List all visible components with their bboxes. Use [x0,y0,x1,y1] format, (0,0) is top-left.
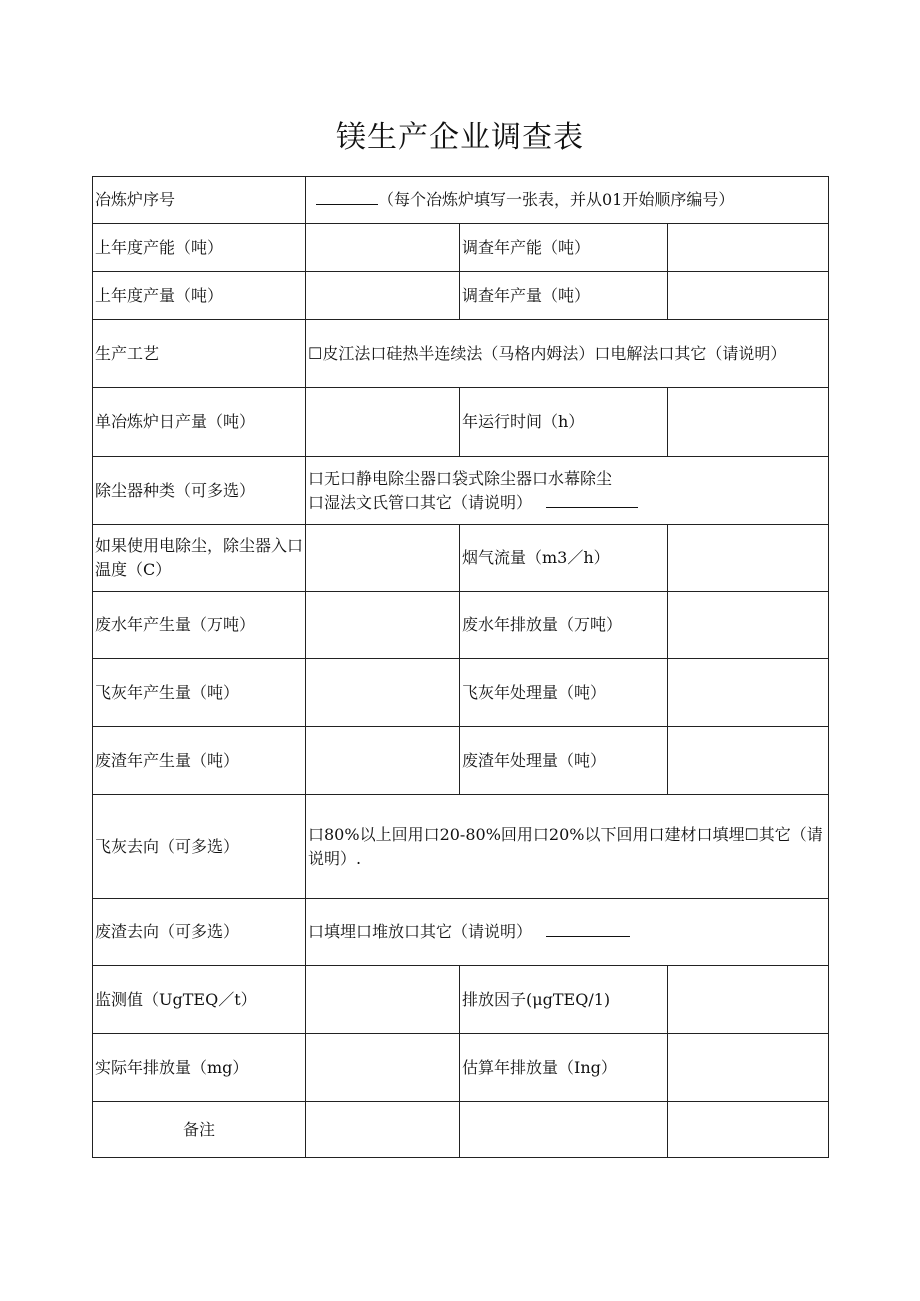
label-remarks: 备注 [93,1102,306,1158]
row-output [93,272,829,320]
label-survey-year-capacity: 调查年产能（吨） [460,224,668,272]
flyash-destination-options[interactable]: 口80%以上回用口20-80%回用口20%以下回用口建材口填埋☐其它（请说明）. [306,795,829,899]
slag-other-blank[interactable] [546,922,630,937]
row-monitor [93,966,829,1034]
input-daily-output[interactable] [306,388,460,457]
process-options[interactable]: ☐皮江法口硅热半连续法（马格内姆法）口电解法口其它（请说明） [306,320,829,388]
label-dust-collector: 除尘器种类（可多选） [93,457,306,525]
row-daily [93,388,829,457]
dust-collector-options[interactable] [306,457,829,525]
row-process [93,320,829,388]
label-flyash-generated: 飞灰年产生量（吨） [93,659,306,727]
input-flyash-treated[interactable] [668,659,829,727]
input-estimated-annual-emission[interactable] [668,1034,829,1102]
input-survey-year-capacity[interactable] [668,224,829,272]
label-flue-gas-flow: 烟气流量（m3／h） [460,525,668,592]
label-flyash-treated: 飞灰年处理量（吨） [460,659,668,727]
label-annual-runtime: 年运行时间（h） [460,388,668,457]
label-estimated-annual-emission: 估算年排放量（Ing） [460,1034,668,1102]
label-last-year-capacity: 上年度产能（吨） [93,224,306,272]
input-slag-treated[interactable] [668,727,829,795]
furnace-no-cell[interactable] [306,177,829,224]
slag-destination-cell[interactable] [306,899,829,966]
label-process: 生产工艺 [93,320,306,388]
row-flyash [93,659,829,727]
label-slag-destination: 废渣去向（可多选） [93,899,306,966]
label-furnace-no: 冶炼炉序号 [93,177,306,224]
input-last-year-output[interactable] [306,272,460,320]
input-slag-generated[interactable] [306,727,460,795]
input-last-year-capacity[interactable] [306,224,460,272]
input-remarks-2[interactable] [460,1102,668,1158]
input-wastewater-generated[interactable] [306,592,460,659]
label-wastewater-generated: 废水年产生量（万吨） [93,592,306,659]
slag-destination-options[interactable]: 口填埋口堆放口其它（请说明） [308,922,533,941]
label-slag-treated: 废渣年处理量（吨） [460,727,668,795]
input-remarks-3[interactable] [668,1102,829,1158]
row-wastewater [93,592,829,659]
label-wastewater-discharged: 废水年排放量（万吨） [460,592,668,659]
input-flue-gas-flow[interactable] [668,525,829,592]
dust-other-blank[interactable] [546,493,638,508]
row-capacity [93,224,829,272]
label-monitored-value: 监测值（UgTEQ／t） [93,966,306,1034]
label-slag-generated: 废渣年产生量（吨） [93,727,306,795]
page-title: 镁生产企业调查表 [336,120,584,155]
input-wastewater-discharged[interactable] [668,592,829,659]
row-flyash-destination [93,795,829,899]
input-flyash-generated[interactable] [306,659,460,727]
label-survey-year-output: 调查年产量（吨） [460,272,668,320]
input-esp-inlet-temp[interactable] [306,525,460,592]
row-slag-destination [93,899,829,966]
row-slag [93,727,829,795]
row-emission [93,1034,829,1102]
input-monitored-value[interactable] [306,966,460,1034]
input-survey-year-output[interactable] [668,272,829,320]
row-furnace-no [93,177,829,224]
label-emission-factor: 排放因子(μgTEQ/1) [460,966,668,1034]
row-dust-collector [93,457,829,525]
input-emission-factor[interactable] [668,966,829,1034]
row-esp [93,525,829,592]
row-remarks [93,1102,829,1158]
dust-options-line1[interactable]: 口无口静电除尘器口袋式除尘器口水幕除尘 [308,468,613,488]
label-last-year-output: 上年度产量（吨） [93,272,306,320]
input-actual-annual-emission[interactable] [306,1034,460,1102]
input-annual-runtime[interactable] [668,388,829,457]
label-actual-annual-emission: 实际年排放量（mg） [93,1034,306,1102]
furnace-no-note: （每个冶炼炉填写一张表，并从01开始顺序编号） [378,190,735,209]
survey-table [92,176,829,1158]
dust-options-line2[interactable]: 口湿法文氏管口其它（请说明） [308,492,533,512]
furnace-no-blank[interactable] [316,190,378,205]
label-daily-output: 单冶炼炉日产量（吨） [93,388,306,457]
input-remarks-1[interactable] [306,1102,460,1158]
label-esp-inlet-temp: 如果使用电除尘，除尘器入口温度（C） [93,525,306,592]
label-flyash-destination: 飞灰去向（可多选） [93,795,306,899]
